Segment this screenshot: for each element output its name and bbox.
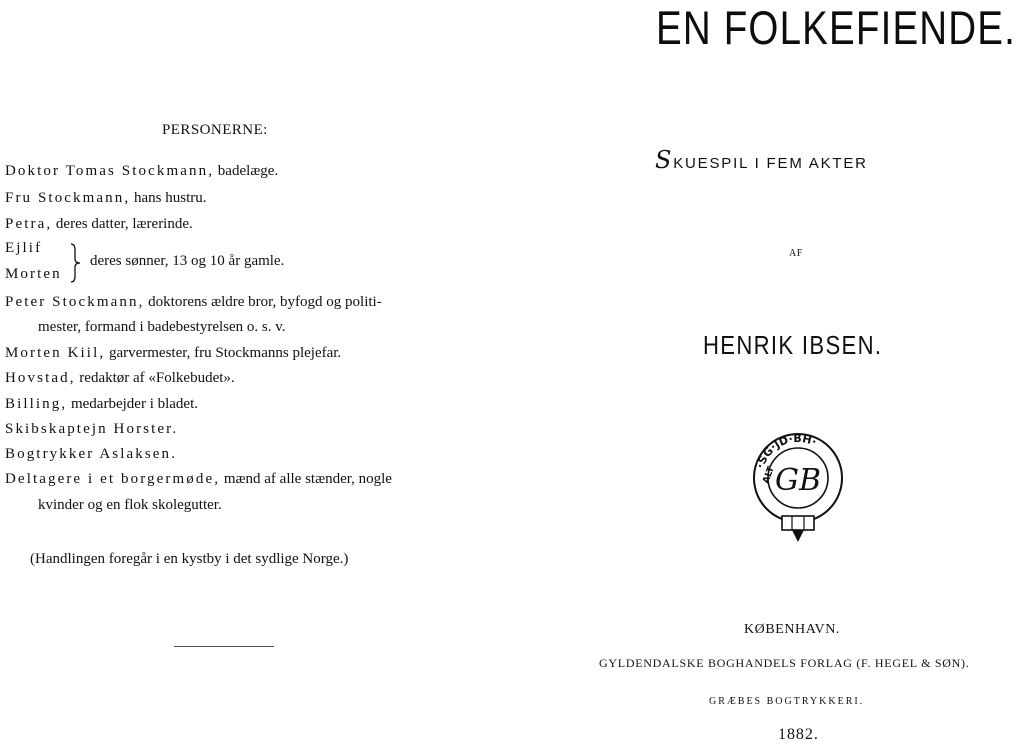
cast-line-billing — [5, 396, 198, 413]
character-desc: hans hustru. — [133, 190, 207, 206]
publication-year: 1882. — [778, 726, 819, 743]
character-name-morten: Morten — [5, 266, 62, 282]
character-name-horster: Skibskaptejn Horster. — [5, 421, 179, 437]
character-desc: doktorens ældre bror, byfogd og politi- — [148, 294, 382, 310]
character-desc: medarbejder i bladet. — [70, 396, 199, 412]
cast-line-peter-stockmann — [5, 294, 382, 311]
publisher-line: GYLDENDALSKE BOGHANDELS FORLAG (F. HEGEL & SØN). — [599, 656, 970, 670]
cast-line-morten-kiil — [5, 345, 341, 362]
character-desc: redaktør af «Folkebudet». — [79, 370, 235, 386]
character-name: Morten Kiil, — [5, 345, 106, 361]
printer-line: GRÆBES BOGTRYKKERI. — [709, 696, 865, 707]
subtitle — [655, 146, 868, 174]
seal-side-text: ALT — [761, 465, 777, 486]
character-desc: garvermester, fru Stockmanns plejefar. — [108, 345, 342, 361]
cast-line-hovstad — [5, 370, 235, 387]
character-name: Doktor Tomas Stockmann, — [5, 163, 215, 179]
cast-line-stockmann — [5, 163, 278, 180]
book-title: EN FOLKEFIENDE. — [656, 1, 1016, 54]
cast-line-fru-stockmann — [5, 190, 206, 207]
character-desc-cont: mester, formand i badebestyrelsen o. s. v. — [38, 319, 286, 335]
character-desc-cont: kvinder og en flok skolegutter. — [38, 497, 222, 513]
character-desc: mænd af alle stænder, nogle — [223, 471, 392, 487]
publication-place: KØBENHAVN. — [744, 622, 840, 637]
curly-brace-icon — [68, 242, 82, 284]
character-name: Fru Stockmann, — [5, 190, 131, 206]
character-name: Deltagere i et borgermøde, — [5, 471, 221, 487]
by-label: AF — [789, 248, 803, 259]
character-name: Peter Stockmann, — [5, 294, 145, 310]
cast-line-petra — [5, 216, 193, 233]
author-name: HENRIK IBSEN. — [703, 330, 883, 360]
character-name: Billing, — [5, 396, 68, 412]
character-name-ejlif: Ejlif — [5, 240, 43, 256]
seal-motto: ·SG·JD·BH· — [753, 432, 819, 470]
cast-line-deltagere — [5, 471, 392, 488]
setting-note: (Handlingen foregår i en kystby i det sydlige Norge.) — [30, 551, 349, 567]
subtitle-initial: S — [655, 146, 674, 174]
sons-desc: deres sønner, 13 og 10 år gamle. — [90, 253, 285, 269]
character-desc: badelæge. — [217, 163, 279, 179]
divider-rule — [174, 646, 274, 647]
character-name-aslaksen: Bogtrykker Aslaksen. — [5, 446, 177, 462]
subtitle-rest: KUESPIL I FEM AKTER — [673, 155, 868, 172]
cast-heading: PERSONERNE: — [162, 122, 268, 138]
character-name: Petra, — [5, 216, 53, 232]
character-name: Hovstad, — [5, 370, 76, 386]
publisher-seal-icon — [750, 432, 846, 544]
seal-monogram: GB — [774, 463, 822, 498]
character-desc: deres datter, lærerinde. — [55, 216, 193, 232]
